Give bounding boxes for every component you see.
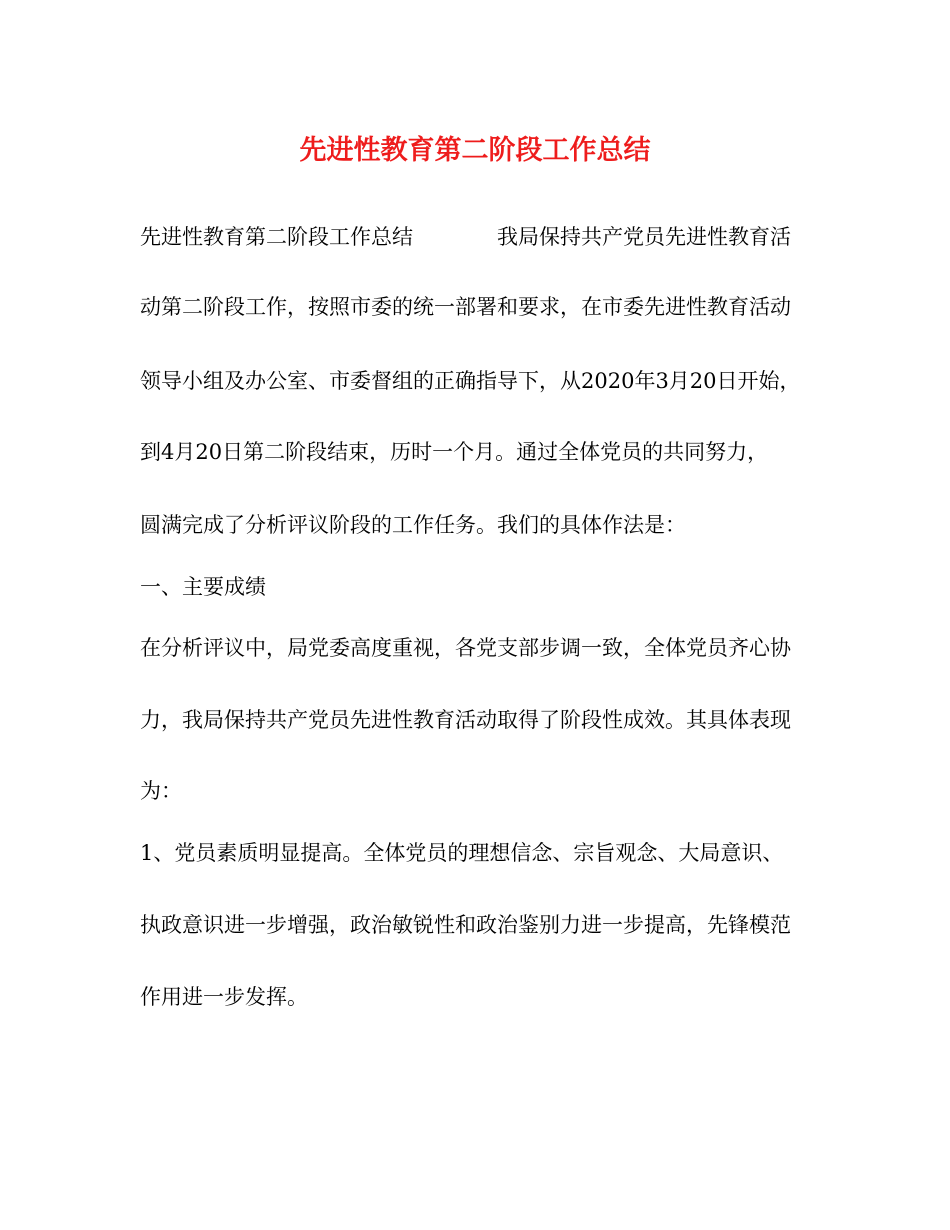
body-line: 1、党员素质明显提高。全体党员的理想信念、宗旨观念、大局意识、	[140, 841, 784, 865]
body-line: 力，我局保持共产党员先进性教育活动取得了阶段性成效。其具体表现	[140, 708, 791, 732]
body-line: 作用进一步发挥。	[140, 985, 308, 1009]
body-line: 为：	[140, 779, 182, 803]
body-line: 在分析评议中，局党委高度重视，各党支部步调一致，全体党员齐心协	[140, 636, 791, 660]
body-line: 到4月20日第二阶段结束，历时一个月。通过全体党员的共同努力，	[140, 440, 769, 464]
document-title: 先进性教育第二阶段工作总结	[299, 135, 651, 166]
body-line: 领导小组及办公室、市委督组的正确指导下，从2020年3月20日开始，	[140, 369, 801, 393]
body-line: 先进性教育第二阶段工作总结 我局保持共产党员先进性教育活	[140, 225, 791, 249]
section-heading: 一、主要成绩	[140, 575, 266, 599]
body-line: 动第二阶段工作，按照市委的统一部署和要求，在市委先进性教育活动	[140, 295, 791, 319]
body-line: 执政意识进一步增强，政治敏锐性和政治鉴别力进一步提高，先锋模范	[140, 913, 791, 937]
body-line: 圆满完成了分析评议阶段的工作任务。我们的具体作法是：	[140, 513, 686, 537]
